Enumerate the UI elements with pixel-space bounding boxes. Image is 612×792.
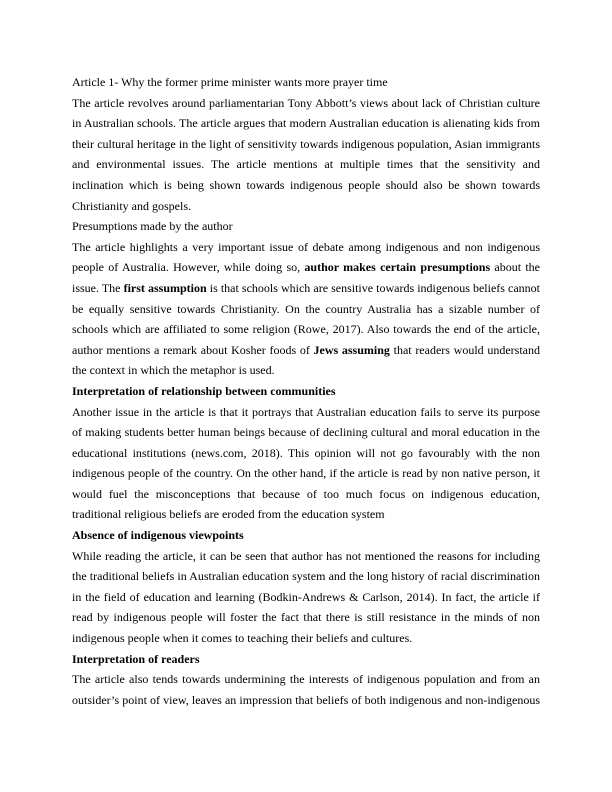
paragraph-line: The article also tends towards undermining the interests of indigenous population and from an (72, 672, 540, 687)
paragraph-absence (72, 546, 540, 649)
paragraph-line: The article highlights a very important issue of debate among indigenous and non indigenous (72, 239, 540, 254)
paragraph-line: The article revolves around parliamentarian Tony Abbott’s views about lack of Christian culture (72, 95, 540, 110)
paragraph-line: be equally sensitive towards Christianity. On the country Australia has a sizable number of (72, 301, 540, 316)
paragraph-line: While reading the article, it can be seen that author has not mentioned the reasons for including (72, 548, 540, 563)
paragraph-line: schools which are affiliated to some religion (Rowe, 2017). Also towards the end of the article, (72, 322, 540, 337)
paragraph-line: the context in which the metaphor is used. (72, 363, 275, 378)
heading-relationship: Interpretation of relationship between communities (72, 383, 336, 398)
paragraph-line: Another issue in the article is that it portrays that Australian education fails to serve its purpose (72, 404, 540, 419)
paragraph-summary (72, 93, 540, 217)
paragraph-line: read by indigenous people will foster the fact that there is still resistance in the minds of non (72, 610, 540, 625)
article-title: Article 1- Why the former prime minister wants more prayer time (72, 75, 388, 89)
paragraph-line: educational institutions (news.com, 2018). This opinion will not go favourably with the non (72, 445, 540, 460)
paragraph-line: the traditional beliefs in Australian education system and the long history of racial discrimination (72, 569, 540, 584)
paragraph-line: in Australian schools. The article argues that modern Australian education is alienating kids from (72, 116, 540, 131)
paragraph-line: people of Australia. However, while doing so, author makes certain presumptions about the (72, 260, 540, 275)
paragraph-line: issue. The first assumption is that schools which are sensitive towards indigenous beliefs cannot (72, 280, 540, 295)
paragraph-line: author mentions a remark about Kosher foods of Jews assuming that readers would understand (72, 342, 541, 357)
paragraph-line: indigenous people of the country. On the other hand, if the article is read by non native person, it (72, 466, 540, 481)
paragraph-line: and environmental issues. The article mentions at multiple times that the sensitivity and (72, 157, 540, 172)
paragraph-line: Christianity and gospels. (72, 198, 191, 213)
heading-readers: Interpretation of readers (72, 651, 200, 666)
bold-phrase: author makes certain presumptions (304, 260, 491, 275)
paragraph-line: inclination which is being shown towards indigenous people should also be shown towards (72, 177, 540, 192)
bold-phrase: Jews assuming (313, 342, 390, 357)
paragraph-line: outsider’s point of view, leaves an impression that beliefs of both indigenous and non-indigenous (72, 692, 540, 707)
paragraph-line: their cultural heritage in the light of sensitivity towards indigenous population, Asian immigrants (72, 136, 540, 151)
paragraph-presumptions (72, 237, 540, 381)
paragraph-line: would fuel the misconceptions that because of too much focus on indigenous education, (72, 486, 540, 501)
paragraph-line: traditional religious beliefs are eroded from the education system (72, 507, 385, 522)
paragraph-line: indigenous people when it comes to teaching their beliefs and cultures. (72, 631, 413, 646)
heading-absence: Absence of indigenous viewpoints (72, 528, 244, 543)
heading-presumptions: Presumptions made by the author (72, 219, 233, 234)
paragraph-line: of making students better human beings because of declining cultural and moral education in the (72, 425, 540, 440)
paragraph-line: in the field of education and learning (Bodkin-Andrews & Carlson, 2014). In fact, the article if (72, 589, 540, 604)
paragraph-readers (72, 669, 540, 710)
paragraph-relationship (72, 402, 540, 526)
bold-phrase: first assumption (123, 280, 207, 295)
document-page (72, 72, 540, 710)
